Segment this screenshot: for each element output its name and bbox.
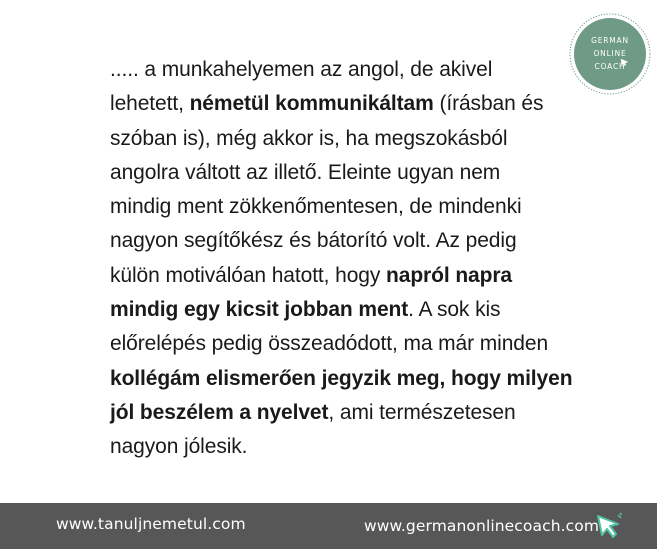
text-run: nagyon segítőkész és bátorító volt. Az pedig	[110, 229, 517, 253]
footer-bar	[0, 503, 657, 549]
paragraph-line	[110, 224, 610, 258]
text-run: (írásban és	[433, 92, 544, 116]
paragraph-line	[110, 53, 610, 87]
bold-text: németül kommunikáltam	[189, 92, 434, 116]
text-run: külön motiválóan hatott, hogy	[110, 263, 387, 287]
paragraph-line	[110, 362, 610, 396]
bold-text: jól beszélem a nyelvet	[110, 400, 329, 424]
paragraph-line	[110, 156, 610, 190]
paragraph-line	[110, 259, 610, 293]
text-run: szóban is), még akkor is, ha megszokásból	[110, 126, 508, 150]
bold-text: mindig egy kicsit jobban ment	[110, 298, 409, 322]
text-run: mindig ment zökkenőmentesen, de mindenki	[110, 195, 522, 219]
text-run: . A sok kis	[408, 298, 501, 322]
text-run: , ami természetesen	[328, 400, 516, 424]
paragraph-line	[110, 327, 610, 361]
logo-text-coach: COACH	[594, 62, 626, 71]
paragraph-line	[110, 293, 610, 327]
text-run: előrelépés pedig összeadódott, ma már minden	[110, 332, 549, 356]
text-run: nagyon jólesik.	[110, 435, 248, 459]
paragraph-line	[110, 122, 610, 156]
paragraph-line	[110, 430, 610, 464]
footer-link-germanonlinecoach[interactable]: www.germanonlinecoach.com	[364, 517, 600, 535]
cursor-arrow-icon	[594, 512, 624, 542]
text-run: lehetett,	[110, 92, 190, 116]
bold-text: napról napra	[386, 263, 513, 287]
testimonial-paragraph	[110, 53, 610, 465]
paragraph-line	[110, 190, 610, 224]
text-run: ..... a munkahelyemen az angol, de akivel	[110, 58, 493, 81]
logo-text-german: GERMAN	[591, 36, 629, 45]
paragraph-line	[110, 396, 610, 430]
text-run: angolra váltott az illető. Eleinte ugyan nem	[110, 160, 501, 184]
logo-text-online: ONLINE	[593, 49, 627, 58]
footer-link-tanuljnemetul[interactable]: www.tanuljnemetul.com	[56, 515, 246, 533]
bold-text: kollégám elismerően jegyzik meg, hogy milyen	[110, 366, 573, 390]
paragraph-line	[110, 87, 610, 121]
